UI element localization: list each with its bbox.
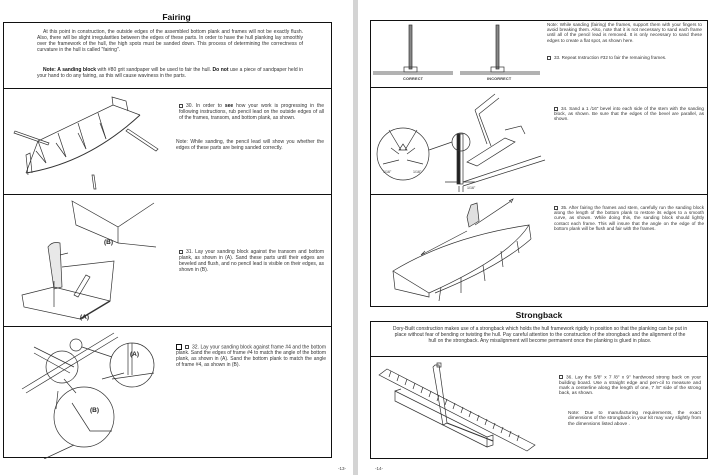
step-32-text: 32. Lay your sanding block against frame #4 and the bottom plank. Sand the edges of frame #4 to match the angle of the bottom plank, as shown in (A). Sand the bottom plank to match the angle of frame #4, as shown in (B). — [176, 344, 326, 369]
caption-correct: CORRECT — [403, 77, 424, 81]
stem-bevel-illustration — [375, 90, 547, 192]
fairing-intro: At this point in construction, the outside edges of the assembled bottom plank and frames will not be exactly flush. Also, there will be slight irregularities between the edges of these parts. In order to have the hull planking lay smoothly over the framework of the hull, the high spots must be sanded down. This process of determining the correctness of curvature in the hull is called "fairing". — [37, 29, 303, 53]
section-title-fairing: Fairing — [162, 12, 191, 22]
step-34-checkbox[interactable] — [554, 107, 558, 111]
step-32-row — [4, 326, 331, 459]
page-13 — [0, 0, 353, 475]
hull-pencil-illustration — [8, 93, 168, 191]
step-32-outer-checkbox[interactable] — [176, 344, 182, 350]
fairing-support-note: Note: While sanding (fairing) the frames, support them with your fingers to avoid breaking them. Also, note that it is not necessary to sand each frame until all of the pencil lead is removed. It is only necessary to sand these edges to create a flat spot, as shown here. — [547, 22, 702, 43]
frame-bevel-illustration — [14, 327, 164, 459]
step-36-row — [371, 356, 707, 460]
page-number: -13- — [338, 466, 347, 471]
strongback-ruler-illustration — [377, 361, 537, 457]
step-30-row — [4, 88, 331, 194]
plank-sanding-illustration — [389, 197, 539, 305]
fairing-box — [3, 22, 332, 458]
dimension-left: 1/16" — [383, 170, 392, 174]
step-33-checkbox[interactable] — [547, 56, 551, 60]
label-a: (A) — [80, 314, 90, 321]
incorrect-frame-illustration — [458, 23, 542, 81]
step-31-text: 31. Lay your sanding block against the transom and bottom plank, as shown in (A). Sand these parts until their edges are beveled and flush, and no pencil lead is visible on their edges, as shown in (B). — [179, 249, 324, 273]
dimension-right: 1/16" — [413, 170, 422, 174]
correct-frame-illustration — [371, 23, 455, 81]
step-35-text: 35. After fairing the frames and stem, carefully run the sanding block along the length of the bottom plank to restore its edges to a smooth curve, as shown. While doing this, the sanding block should lightly contact each frame. This will insure that the angle on the edge of the bottom plank will be flush and fair with the frames. — [554, 205, 704, 231]
step-36-checkbox[interactable] — [559, 375, 563, 379]
step-31-checkbox[interactable] — [179, 250, 183, 254]
step-31-row — [4, 194, 331, 326]
page-number: -14- — [375, 466, 384, 471]
dimension-bottom: 1/16" — [467, 186, 476, 190]
step-35-checkbox[interactable] — [554, 206, 558, 210]
strongback-intro: Dory-Built construction makes use of a strongback which holds the hull framework rigidly in position so that the planking can be put in place without fear of bending or twisting the hull. Pay careful attention to the construction of the strongback and the alignment of the hull on the strongback. Any misalignment will become permanent once the planking is glued in place. — [392, 326, 688, 344]
transom-sanding-illustration — [14, 197, 164, 325]
step-34-row — [371, 87, 707, 194]
step-30-note: Note: While sanding, the pencil lead will show you whether the edges of these parts are being sanded correctly. — [176, 139, 324, 151]
step-36-note: Note: Due to manufacturing requirements, the exact dimensions of the strongback in your kit may vary slightly from the dimensions listed above . — [568, 411, 701, 427]
strongback-box — [370, 321, 708, 459]
step-30-text: 30. In order to see how your work is progressing in the following instructions, rub pencil lead on the outside edges of all of the frames, transom, and bottom plank, as shown. — [179, 103, 324, 121]
step-35-row — [371, 194, 707, 308]
label-a: (A) — [130, 351, 140, 358]
step-36-text: 36. Lay the 5/8" x 7 /8" x 9" hardwood strong back on your building board. Use a straight edge and pen-cil to measure and mark a centerline along the length of one, 7 /8" side of the strong back, as shown. — [559, 375, 701, 397]
step-34-text: 34. Sand a 1 /16" bevel into each side of the stem with the sanding block, as shown. Be sure that the edges of the bevel are parallel, as shown. — [554, 106, 704, 122]
fairing-intro-note: Note: A sanding block with #80 grit sandpaper will be used to fair the hull. Do not use a piece of sandpaper held in your hand to do any fairing, as this will cause waviness in the parts. — [37, 67, 304, 79]
section-title-strongback: Strongback — [515, 310, 563, 320]
page-14 — [358, 0, 711, 475]
step-32-checkbox[interactable] — [185, 345, 189, 349]
fairing-continued-box — [370, 20, 708, 307]
step-30-checkbox[interactable] — [179, 104, 183, 108]
label-b: (B) — [104, 239, 114, 246]
label-b: (B) — [90, 407, 100, 414]
caption-incorrect: INCORRECT — [487, 77, 512, 81]
step-33-text: 33. Repeat Instruction #32 to fair the remaining frames. — [547, 55, 705, 61]
